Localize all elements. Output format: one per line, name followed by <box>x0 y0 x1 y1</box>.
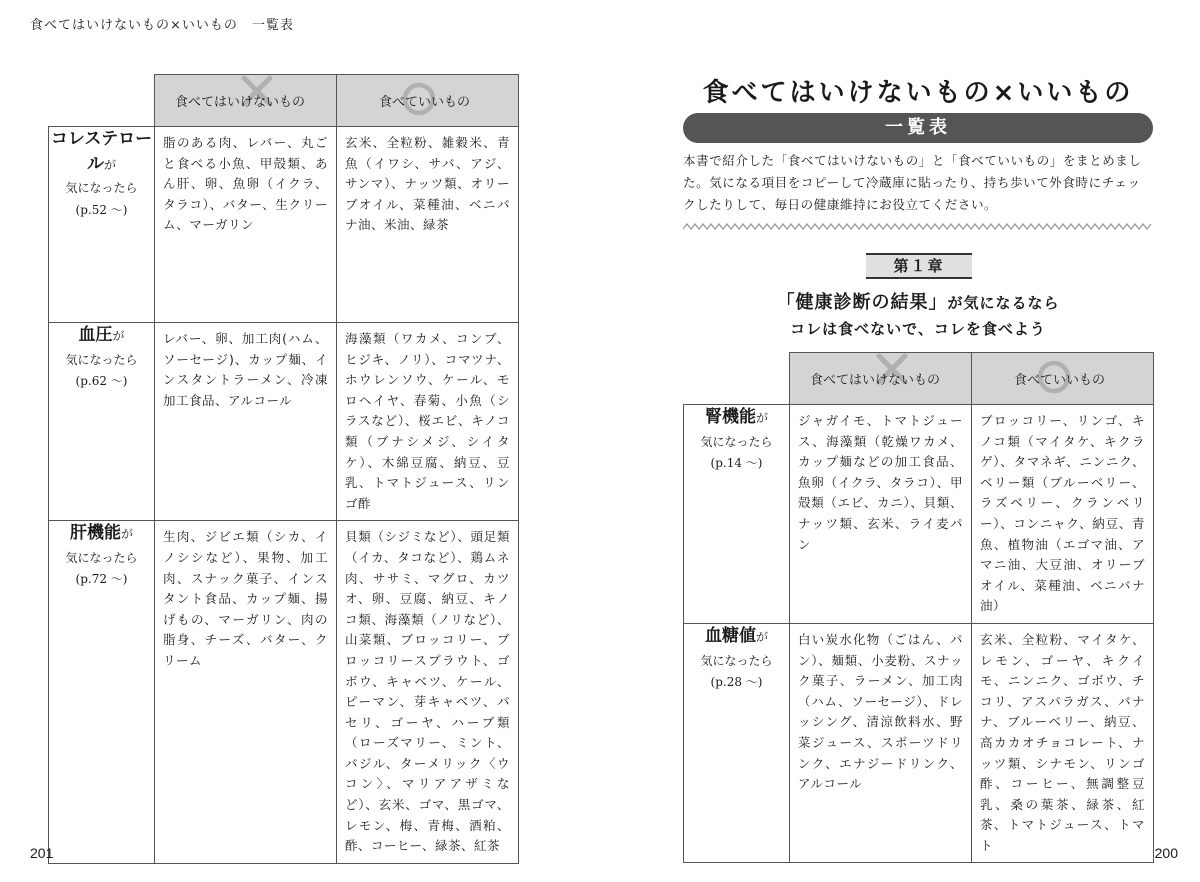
bad-foods-text: 白い炭水化物（ごはん、パン）、麺類、小麦粉、スナック菓子、ラーメン、加工肉（ハム、ソーセージ）、ドレッシング、清涼飲料水、野菜ジュース、スポーツドリンク、エナジードリンク、アルコール <box>798 631 963 792</box>
headline-main: 「健康診断の結果」 <box>776 292 948 313</box>
table-corner <box>49 75 155 127</box>
column-header-good <box>972 353 1154 405</box>
table-corner <box>684 353 790 405</box>
row-head-title: 血圧 <box>78 325 113 345</box>
good-foods-text: ブロッコリー、リンゴ、キノコ類（マイタケ、キクラゲ）、タマネギ、ニンニク、ベリー類（ブルーベリー、ラズベリー、クランベリー）、コンニャク、納豆、青魚、植物油（エゴマ油、アマニ油、大豆油、オリーブオイル、菜種油、ベニバナ油） <box>980 413 1145 614</box>
column-header-bad <box>155 75 337 127</box>
title-banner: 一覧表 <box>683 113 1153 143</box>
bad-foods-cell <box>790 405 972 624</box>
row-head-blood-pressure <box>49 323 155 521</box>
intro-paragraph: 本書で紹介した「食べてはいけないもの」と「食べていいもの」をまとめました。気になる項目をコピーして冷蔵庫に貼ったり、持ち歩いて外食時にチェックしたりして、毎日の健康維持にお役立てください。 <box>683 153 1142 212</box>
headline-rest: が気になるなら <box>947 294 1060 312</box>
table-row <box>684 405 1154 624</box>
good-foods-text: 海藻類（ワカメ、コンブ、ヒジキ、ノリ）、コマツナ、ホウレンソウ、ケール、モロヘイヤ、春菊、小魚（シラスなど）、桜エビ、キノコ類（ブナシメジ、シイタケ）、木綿豆腐、納豆、豆乳、トマトジュース、リンゴ酢 <box>345 331 510 511</box>
chapter-tag: 第１章 <box>866 253 972 279</box>
column-header-bad-label: 食べてはいけないもの <box>810 373 941 388</box>
good-foods-cell <box>337 521 519 864</box>
row-head-page-ref: (p.62 〜) <box>75 374 128 389</box>
good-foods-cell <box>972 623 1154 863</box>
page-title: 食べてはいけないもの×いいもの <box>702 78 1134 108</box>
food-table-right <box>683 352 1154 863</box>
row-head-ga: が <box>755 411 768 425</box>
row-head-blood-sugar <box>684 623 790 863</box>
row-head-title: 肝機能 <box>69 523 121 544</box>
row-head-title: 腎機能 <box>704 407 756 427</box>
row-head-sub: 気になったら <box>65 181 138 196</box>
row-head-page-ref: (p.14 〜) <box>710 456 763 471</box>
row-head-cholesterol <box>49 127 155 323</box>
row-head-title: 血糖値 <box>704 625 756 646</box>
row-head-page-ref: (p.28 〜) <box>710 674 763 689</box>
row-head-sub: 気になったら <box>700 653 773 668</box>
row-head-kidney <box>684 405 790 624</box>
good-foods-cell <box>337 127 519 323</box>
zigzag-divider <box>683 222 1153 232</box>
row-head-liver <box>49 521 155 864</box>
column-header-bad-label: 食べてはいけないもの <box>175 95 306 110</box>
good-foods-text: 玄米、全粒粉、マイタケ、レモン、ゴーヤ、キクイモ、ニンニク、ゴボウ、チコリ、アスパラガス、バナナ、ブルーベリー、納豆、高カカオチョコレート、ナッツ類、シナモン、リンゴ酢、コーヒー、無調整豆乳、桑の葉茶、緑茶、紅茶、トマトジュース、トマト <box>980 631 1145 853</box>
row-head-sub: 気になったら <box>700 434 773 449</box>
good-foods-cell <box>972 405 1154 624</box>
good-foods-cell <box>337 323 519 521</box>
row-head-sub: 気になったら <box>65 352 138 367</box>
table-row <box>49 323 519 521</box>
row-head-ga: が <box>755 629 768 644</box>
bad-foods-cell <box>155 127 337 323</box>
bad-foods-cell <box>790 623 972 863</box>
table-row <box>684 623 1154 863</box>
row-head-sub: 気になったら <box>65 550 138 565</box>
column-header-good <box>337 75 519 127</box>
bad-foods-cell <box>155 521 337 864</box>
row-head-page-ref: (p.72 〜) <box>75 572 128 587</box>
bad-foods-text: 生肉、ジビエ類（シカ、イノシシなど）、果物、加工肉、スナック菓子、インスタント食品、カップ麺、揚げもの、マーガリン、肉の脂身、チーズ、バター、クリーム <box>163 529 328 668</box>
page-number-left: 201 <box>30 845 54 861</box>
food-table-left <box>48 74 519 864</box>
running-head: 食べてはいけないもの×いいもの 一覧表 <box>30 18 294 33</box>
column-header-bad <box>790 353 972 405</box>
row-head-ga: が <box>103 157 116 172</box>
column-header-good-label: 食べていいもの <box>1014 373 1106 388</box>
bad-foods-text: ジャガイモ、トマトジュース、海藻類（乾燥ワカメ、カップ麺などの加工食品、魚卵（イクラ、タラコ）、甲殻類（エビ、カニ）、貝類、ナッツ類、玄米、ライ麦パン <box>798 413 963 552</box>
good-foods-text: 貝類（シジミなど）、頭足類（イカ、タコなど）、鶏ムネ肉、ササミ、マグロ、カツオ、卵、豆腐、納豆、キノコ類、海藻類（ノリなど）、山菜類、ブロッコリー、ブロッコリースプラウト、ゴボウ、キャベツ、ケール、ピーマン、芽キャベツ、パセリ、ゴーヤ、ハーブ類（ローズマリー、ミント、バジル、ターメリック〈ウコン〉、マリアアザミなど）、玄米、ゴマ、黒ゴマ、レモン、梅、青梅、酒粕、酢、コーヒー、緑茶、紅茶 <box>345 529 510 854</box>
chapter-subhead: コレは食べないで、コレを食べよう <box>790 320 1046 338</box>
table-row <box>49 127 519 323</box>
row-head-ga: が <box>120 527 133 542</box>
bad-foods-text: 脂のある肉、レバー、丸ごと食べる小魚、甲殻類、あん肝、卵、魚卵（イクラ、タラコ）、バター、生クリーム、マーガリン <box>163 135 328 233</box>
row-head-page-ref: (p.52 〜) <box>75 202 128 217</box>
column-header-good-label: 食べていいもの <box>379 95 471 110</box>
row-head-title: コレステロール <box>50 129 153 174</box>
chapter-headline <box>683 288 1153 314</box>
bad-foods-text: レバー、卵、加工肉(ハム、ソーセージ)、カップ麺、インスタントラーメン、冷凍加工食品、アルコール <box>163 331 328 408</box>
table-row <box>49 521 519 864</box>
bad-foods-cell <box>155 323 337 521</box>
good-foods-text: 玄米、全粒粉、雑穀米、青魚（イワシ、サバ、アジ、サンマ）、ナッツ類、オリーブオイル、菜種油、ベニバナ油、米油、緑茶 <box>345 135 510 233</box>
page-number-right: 200 <box>1154 845 1178 861</box>
row-head-ga: が <box>112 329 125 343</box>
